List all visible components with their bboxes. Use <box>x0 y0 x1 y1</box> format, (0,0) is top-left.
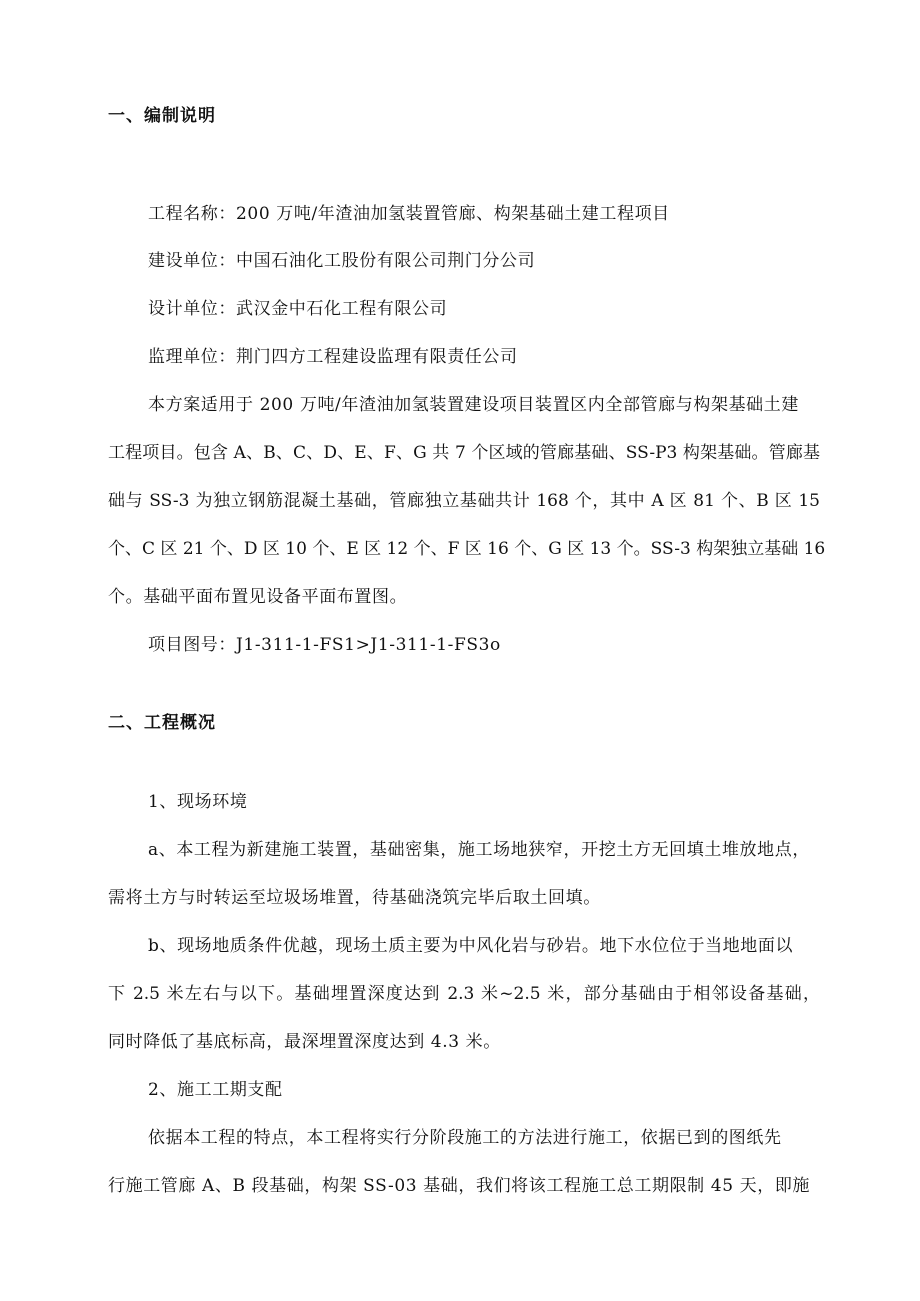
site-item-a-line-1: a、本工程为新建施工装置，基础密集，施工场地狭窄，开挖土方无回填土堆放地点， <box>148 840 810 860</box>
scope-paragraph-line-5: 个。基础平面布置见设备平面布置图。 <box>108 587 408 607</box>
schedule-line-2: 行施工管廊 A、B 段基础，构架 SS-03 基础，我们将该工程施工总工期限制 45 天，即施 <box>108 1176 811 1196</box>
scope-paragraph-line-4: 个、C 区 21 个、D 区 10 个、E 区 12 个、F 区 16 个、G 区 13 个。SS-3 构架独立基础 16 <box>108 539 826 559</box>
site-item-b-line-2: 下 2.5 米左右与以下。基础埋置深度达到 2.3 米~2.5 米，部分基础由于相邻设备基础， <box>108 984 820 1004</box>
site-environment-title: 1、现场环境 <box>148 792 248 812</box>
drawing-number-line: 项目图号：J1-311-1-FS1>J1-311-1-FS3o <box>148 635 501 655</box>
scope-paragraph-line-1: 本方案适用于 200 万吨/年渣油加氢装置建设项目装置区内全部管廊与构架基础土建 <box>148 395 799 415</box>
scope-paragraph-line-3: 础与 SS-3 为独立钢筋混凝土基础，管廊独立基础共计 168 个，其中 A 区 81 个、B 区 15 <box>108 491 820 511</box>
site-item-b-line-3: 同时降低了基底标高，最深埋置深度达到 4.3 米。 <box>108 1032 501 1052</box>
scope-paragraph-line-2: 工程项目。包含 A、B、C、D、E、F、G 共 7 个区域的管廊基础、SS-P3 构架基础。管廊基 <box>108 443 820 463</box>
builder-line: 建设单位：中国石油化工股份有限公司荆门分公司 <box>148 251 536 271</box>
schedule-line-1: 依据本工程的特点，本工程将实行分阶段施工的方法进行施工，依据已到的图纸先 <box>148 1128 782 1148</box>
project-name-line: 工程名称：200 万吨/年渣油加氢装置管廊、构架基础土建工程项目 <box>148 204 670 224</box>
designer-line: 设计单位：武汉金中石化工程有限公司 <box>148 299 448 319</box>
site-item-a-line-2: 需将土方与时转运至垃圾场堆置，待基础浇筑完毕后取土回填。 <box>108 888 601 908</box>
schedule-title: 2、施工工期支配 <box>148 1080 283 1100</box>
site-item-b-line-1: b、现场地质条件优越，现场土质主要为中风化岩与砂岩。地下水位位于当地地面以 <box>148 936 794 956</box>
section-heading-overview: 二、工程概况 <box>108 713 216 733</box>
section-heading-compilation: 一、编制说明 <box>108 106 216 126</box>
supervisor-line: 监理单位：荆门四方工程建设监理有限责任公司 <box>148 347 518 367</box>
